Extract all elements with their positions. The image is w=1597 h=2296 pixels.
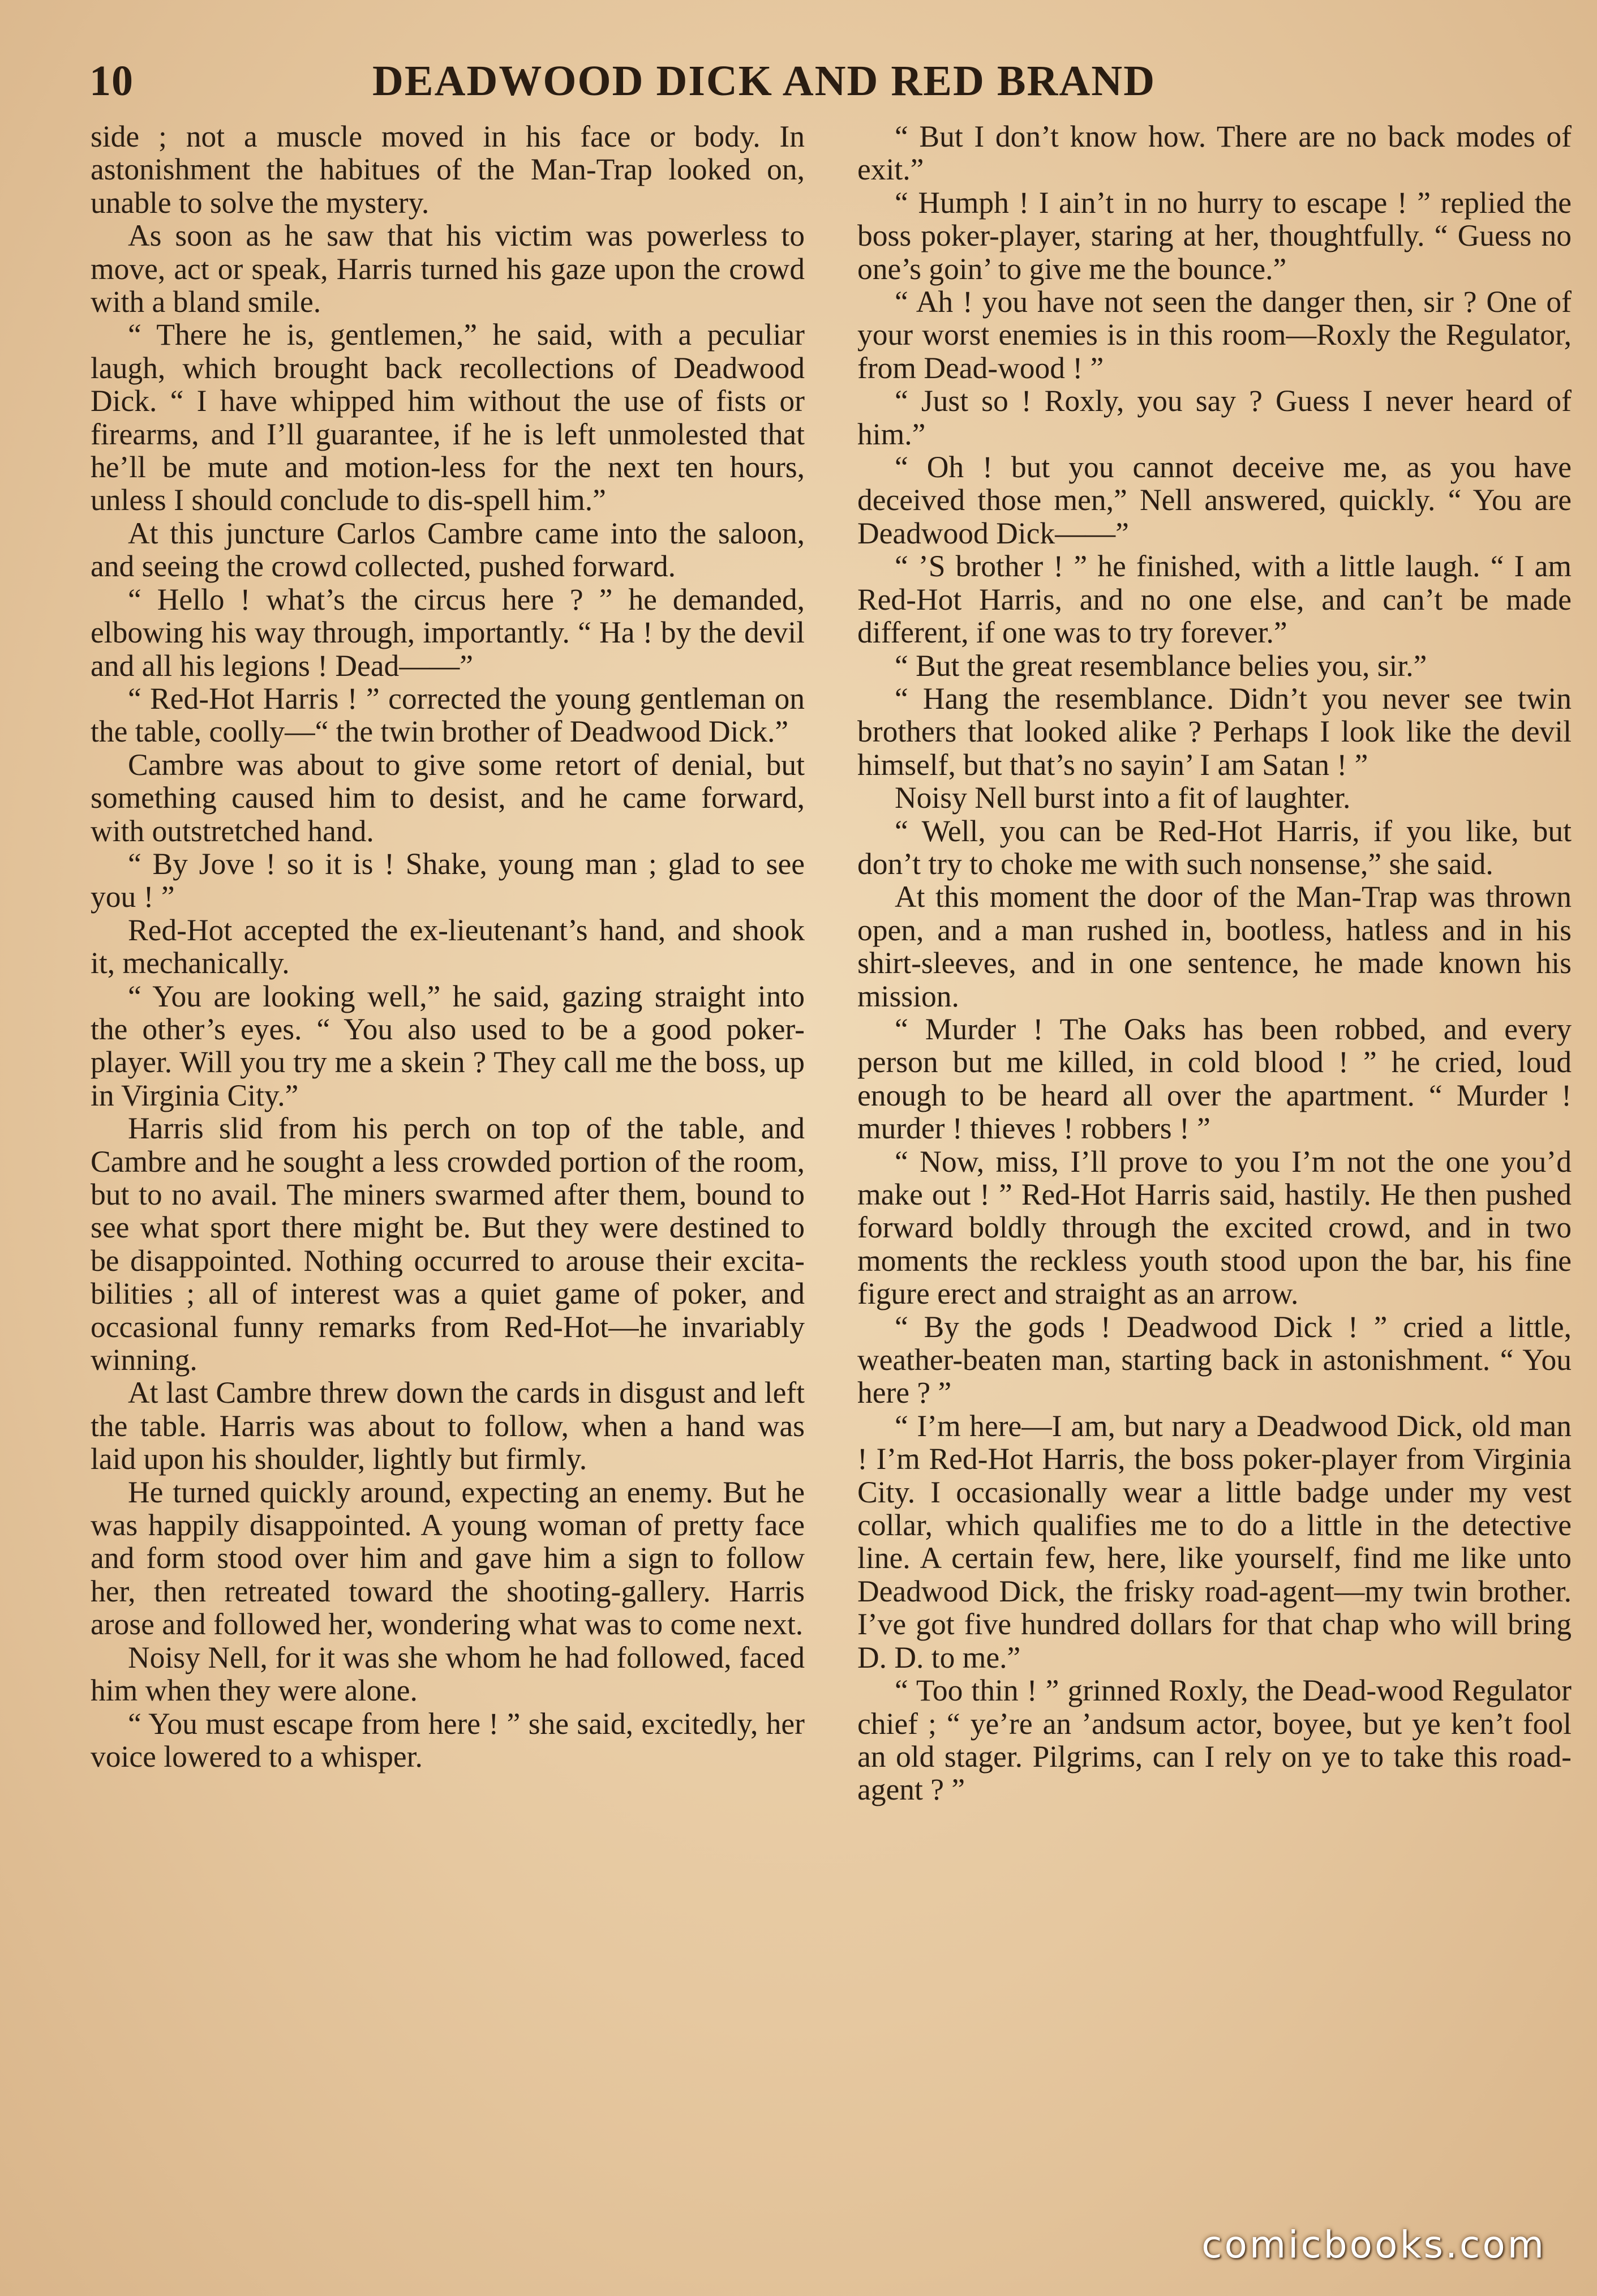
paragraph: “ But the great resemblance belies you, sir.”: [895, 648, 1427, 683]
paragraph: Harris slid from his perch on top of the table, and Cambre and he sought a less crowded portion of the room, but to no avail. The miners swarmed after them, bound to see what sport there might be. But they were destined to be disappointed. Nothing occurred to arouse their excita-bilities ; all of interest was a quiet game of poker, and occasional funny remarks from Red-Hot—he invariably winning.: [91, 1111, 805, 1377]
paragraph: As soon as he saw that his victim was powerless to move, act or speak, Harris turned his gaze upon the crowd with a bland smile.: [91, 219, 805, 319]
paragraph: “ I’m here—I am, but nary a Deadwood Dick, old man ! I’m Red-Hot Harris, the boss poker-player from Virginia City. I occasionally wear a little badge under my vest collar, which qualifies me to do a little in the detective line. A certain few, here, like yourself, find me like unto Deadwood Dick, the frisky road-agent—my twin brother. I’ve got five hundred dollars for that chap who will bring D. D. to me.”: [857, 1408, 1572, 1674]
paragraph: “ Now, miss, I’ll prove to you I’m not the one you’d make out ! ” Red-Hot Harris said, hastily. He then pushed forward boldly through the excited crowd, and in two moments the reckless youth stood upon the bar, his fine figure erect and straight as an arrow.: [857, 1144, 1572, 1311]
paragraph: “ Murder ! The Oaks has been robbed, and every person but me killed, in cold blood ! ” he cried, loud enough to be heard all over the apartment. “ Murder ! murder ! thieves ! robbers ! ”: [857, 1012, 1572, 1146]
paragraph: “ Hello ! what’s the circus here ? ” he demanded, elbowing his way through, importantly. “ Ha ! by the devil and all his legions ! Dead——”: [91, 582, 805, 683]
paragraph: “ Humph ! I ain’t in no hurry to escape ! ” replied the boss poker-player, staring at her, thoughtfully. “ Guess no one’s goin’ to give me the bounce.”: [857, 185, 1572, 286]
paragraph: At last Cambre threw down the cards in disgust and left the table. Harris was about to follow, when a hand was laid upon his shoulder, lightly but firmly.: [91, 1376, 805, 1476]
paragraph: Red-Hot accepted the ex-lieutenant’s hand, and shook it, mechanically.: [91, 913, 805, 980]
paragraph: At this moment the door of the Man-Trap was thrown open, and a man rushed in, bootless, hatless and in his shirt-sleeves, and in one sentence, he made known his mission.: [857, 880, 1572, 1013]
paragraph: “ Well, you can be Red-Hot Harris, if you like, but don’t try to choke me with such nonsense,” she said.: [857, 813, 1572, 881]
page-number: 10: [89, 57, 134, 105]
paragraph: “ Too thin ! ” grinned Roxly, the Dead-wood Regulator chief ; “ ye’re an ’andsum actor, boyee, but ye ken’t fool an old stager. Pilgrims, can I rely on ye to take this road-agent ? ”: [857, 1673, 1572, 1807]
right-column: [857, 120, 1572, 2260]
paragraph: Noisy Nell burst into a fit of laughter.: [895, 781, 1351, 815]
paragraph: “ By Jove ! so it is ! Shake, young man ; glad to see you ! ”: [91, 846, 805, 914]
paragraph: At this juncture Carlos Cambre came into the saloon, and seeing the crowd collected, pushed forward.: [91, 516, 805, 584]
watermark: comicbooks.com: [1201, 2223, 1546, 2267]
running-title: DEADWOOD DICK AND RED BRAND: [372, 57, 1156, 105]
paragraph: Cambre was about to give some retort of denial, but something caused him to desist, and he came forward, with outstretched hand.: [91, 747, 805, 848]
left-column: [91, 120, 805, 2260]
paragraph: “ Just so ! Roxly, you say ? Guess I never heard of him.”: [857, 384, 1572, 451]
paragraph: “ Hang the resemblance. Didn’t you never see twin brothers that looked alike ? Perhaps I look like the devil himself, but that’s no sayin’ I am Satan ! ”: [857, 681, 1572, 782]
paragraph: “ Ah ! you have not seen the danger then, sir ? One of your worst enemies is in this room—Roxly the Regulator, from Dead-wood ! ”: [857, 285, 1572, 385]
paragraph: “ You must escape from here ! ” she said, excitedly, her voice lowered to a whisper.: [91, 1706, 805, 1774]
paragraph: He turned quickly around, expecting an enemy. But he was happily disappointed. A young woman of pretty face and form stood over him and gave him a sign to follow her, then retreated toward the shooting-gallery. Harris arose and followed her, wondering what was to come next.: [91, 1475, 805, 1642]
paragraph: Noisy Nell, for it was she whom he had followed, faced him when they were alone.: [91, 1640, 805, 1708]
paragraph: “ Red-Hot Harris ! ” corrected the young gentleman on the table, coolly—“ the twin brother of Deadwood Dick.”: [91, 681, 805, 749]
paragraph: “ You are looking well,” he said, gazing straight into the other’s eyes. “ You also used to be a good poker-player. Will you try me a skein ? They call me the boss, up in Virginia City.”: [91, 979, 805, 1112]
paragraph: side ; not a muscle moved in his face or body. In astonishment the habitues of the Man-Trap looked on, unable to solve the mystery.: [91, 120, 805, 220]
paragraph: “ Oh ! but you cannot deceive me, as you have deceived those men,” Nell answered, quickly. “ You are Deadwood Dick——”: [857, 450, 1572, 550]
paragraph: “ There he is, gentlemen,” he said, with a peculiar laugh, which brought back recollections of Deadwood Dick. “ I have whipped him without the use of fists or firearms, and I’ll guarantee, if he is left unmolested that he’ll be mute and motion-less for the next ten hours, unless I should conclude to dis-spell him.”: [91, 318, 805, 517]
paragraph: “ But I don’t know how. There are no back modes of exit.”: [857, 120, 1572, 187]
page-header: [89, 57, 1549, 113]
paragraph: “ By the gods ! Deadwood Dick ! ” cried a little, weather-beaten man, starting back in astonishment. “ You here ? ”: [857, 1309, 1572, 1410]
paragraph: “ ’S brother ! ” he finished, with a little laugh. “ I am Red-Hot Harris, and no one else, and can’t be made different, if one was to try forever.”: [857, 549, 1572, 650]
